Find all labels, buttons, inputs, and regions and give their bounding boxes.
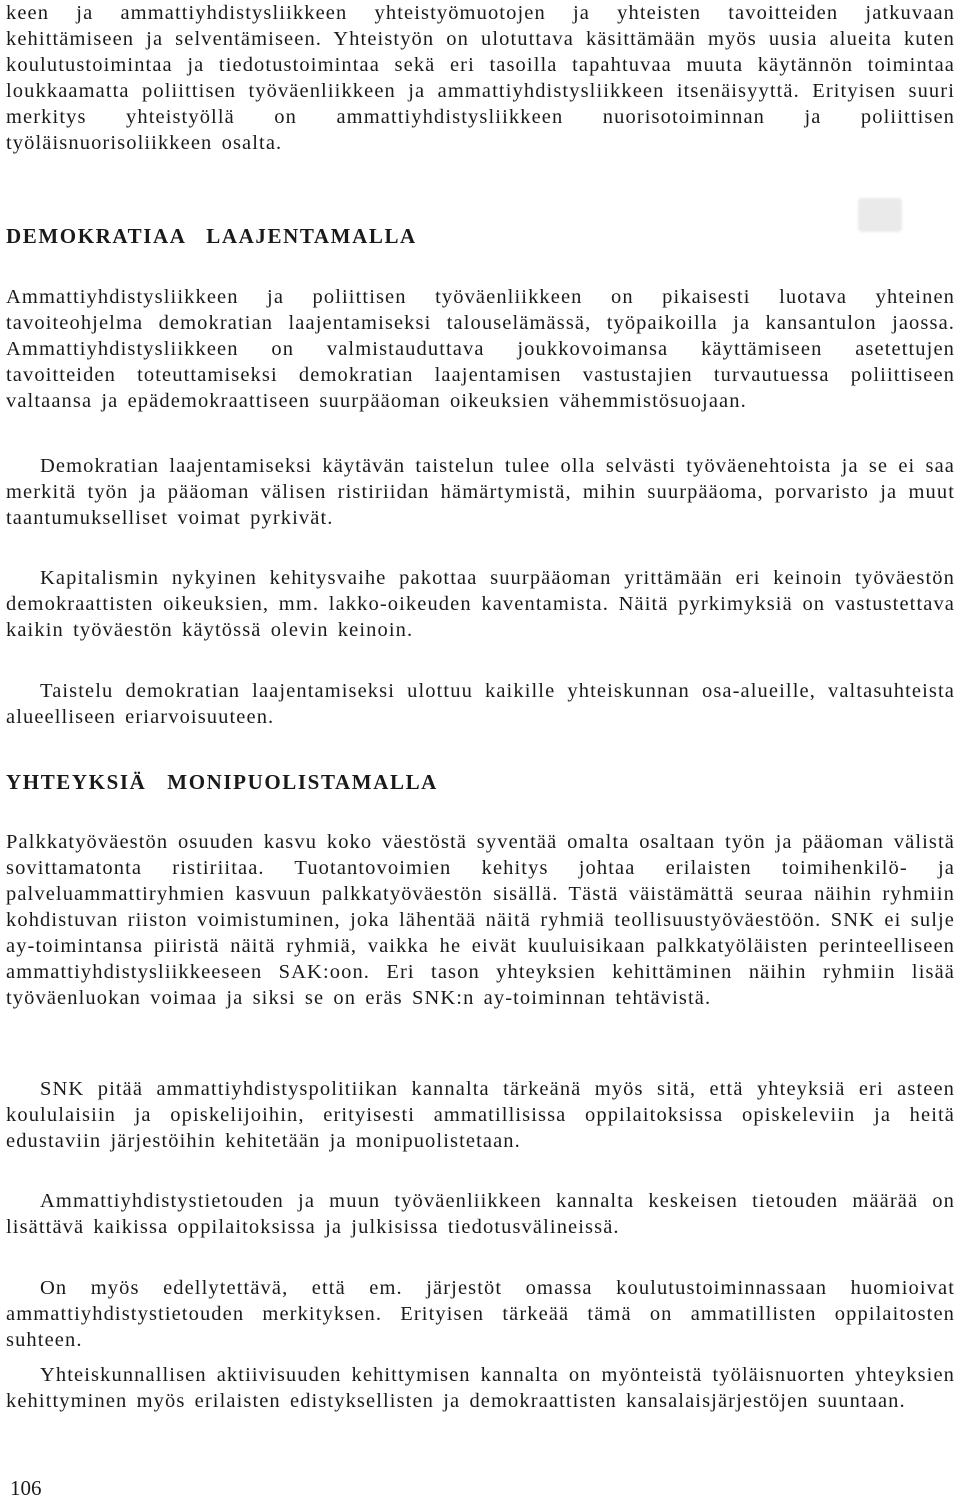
page-number: 106	[10, 1476, 42, 1500]
paragraph-connections-4: On myös edellytettävä, että em. järjestöt omassa koulutustoiminnassaan huomioivat ammattiyhdistystietouden merkityksen. Erityisen tärkeää tämä on ammatillisten oppilaitosten suhteen.	[6, 1277, 955, 1351]
paragraph-connections-3: Ammattiyhdistystietouden ja muun työväenliikkeen kannalta keskeisen tietouden määrää on lisättävä kaikissa oppilaitoksissa ja julkisissa tiedotusvälineissä.	[6, 1190, 955, 1238]
paragraph-connections-2: SNK pitää ammattiyhdistyspolitiikan kannalta tärkeänä myös sitä, että yhteyksiä eri asteen koululaisiin ja opiskelijoihin, erityisesti ammatillisissa oppilaitoksissa opiskeleviin ja heitä edustaviin järjestöihin kehitetään ja monipuolistetaan.	[6, 1078, 955, 1152]
paragraph-connections-1: Palkkatyöväestön osuuden kasvu koko väestöstä syventää omalta osaltaan työn ja pääoman välistä sovittamatonta ristiriitaa. Tuotantovoimien kehitys johtaa erilaisten toimihenkilö- ja palveluammattiryhmien kasvuun palkkatyöväestön sisällä. Tästä väistämättä seuraa näihin ryhmiin kohdistuvan riiston voimistuminen, joka lähentää näitä ryhmiä teollisuustyöväestöön. SNK ei sulje ay-toimintansa piiristä näitä ryhmiä, vaikka he eivät kuuluisikaan palkkatyöläisten perinteelliseen ammattiyhdistysliikkeeseen SAK:oon. Eri tason yhteyksien kehittäminen näihin ryhmiin lisää työväenluokan voimaa ja siksi se on eräs SNK:n ay-toiminnan tehtävistä.	[6, 831, 955, 1009]
section-heading-connections: YHTEYKSIÄ MONIPUOLISTAMALLA	[6, 770, 438, 794]
paragraph-democracy-4: Taistelu demokratian laajentamiseksi ulottuu kaikille yhteiskunnan osa-alueille, valtasuhteista alueelliseen eriarvoisuuteen.	[6, 680, 955, 728]
scan-smudge	[858, 198, 902, 232]
paragraph-connections-5: Yhteiskunnallisen aktiivisuuden kehittymisen kannalta on myönteistä työläisnuorten yhteyksien kehittyminen myös erilaisten edistyksellisten ja demokraattisten kansalaisjärjestöjen suuntaan.	[6, 1364, 955, 1412]
paragraph-democracy-3: Kapitalismin nykyinen kehitysvaihe pakottaa suurpääoman yrittämään eri keinoin työväestön demokraattisten oikeuksien, mm. lakko-oikeuden kaventamista. Näitä pyrkimyksiä on vastustettava kaikin työväestön käytössä olevin keinoin.	[6, 567, 955, 641]
paragraph-intro: keen ja ammattiyhdistysliikkeen yhteistyömuotojen ja yhteisten tavoitteiden jatkuvaan kehittämiseen ja selventämiseen. Yhteistyön on ulotuttava käsittämään myös uusia alueita kuten koulutustoimintaa ja tiedotustoimintaa sekä eri tasoilla tapahtuvaa muuta käytännön toimintaa loukkaamatta poliittisen työväenliikkeen ja ammattiyhdistysliikkeen itsenäisyyttä. Erityisen suuri merkitys yhteistyöllä on ammattiyhdistysliikkeen nuorisotoiminnan ja poliittisen työläisnuorisoliikkeen osalta.	[6, 2, 955, 154]
paragraph-democracy-1: Ammattiyhdistysliikkeen ja poliittisen työväenliikkeen on pikaisesti luotava yhteinen tavoiteohjelma demokratian laajentamiseksi talouselämässä, työpaikoilla ja kansantulon jaossa. Ammattiyhdistysliikkeen on valmistauduttava joukkovoimansa käyttämiseen asetettujen tavoitteiden toteuttamiseksi demokratian laajentamisen vastustajien turvautuessa poliittiseen valtaansa ja epädemokraattiseen suurpääoman oikeuksien vähemmistösuojaan.	[6, 286, 955, 412]
section-heading-democracy: DEMOKRATIAA LAAJENTAMALLA	[6, 224, 417, 248]
paragraph-democracy-2: Demokratian laajentamiseksi käytävän taistelun tulee olla selvästi työväenehtoista ja se ei saa merkitä työn ja pääoman välisen ristiriidan hämärtymistä, mihin suurpääoma, porvaristo ja muut taantumukselliset voimat pyrkivät.	[6, 455, 955, 529]
